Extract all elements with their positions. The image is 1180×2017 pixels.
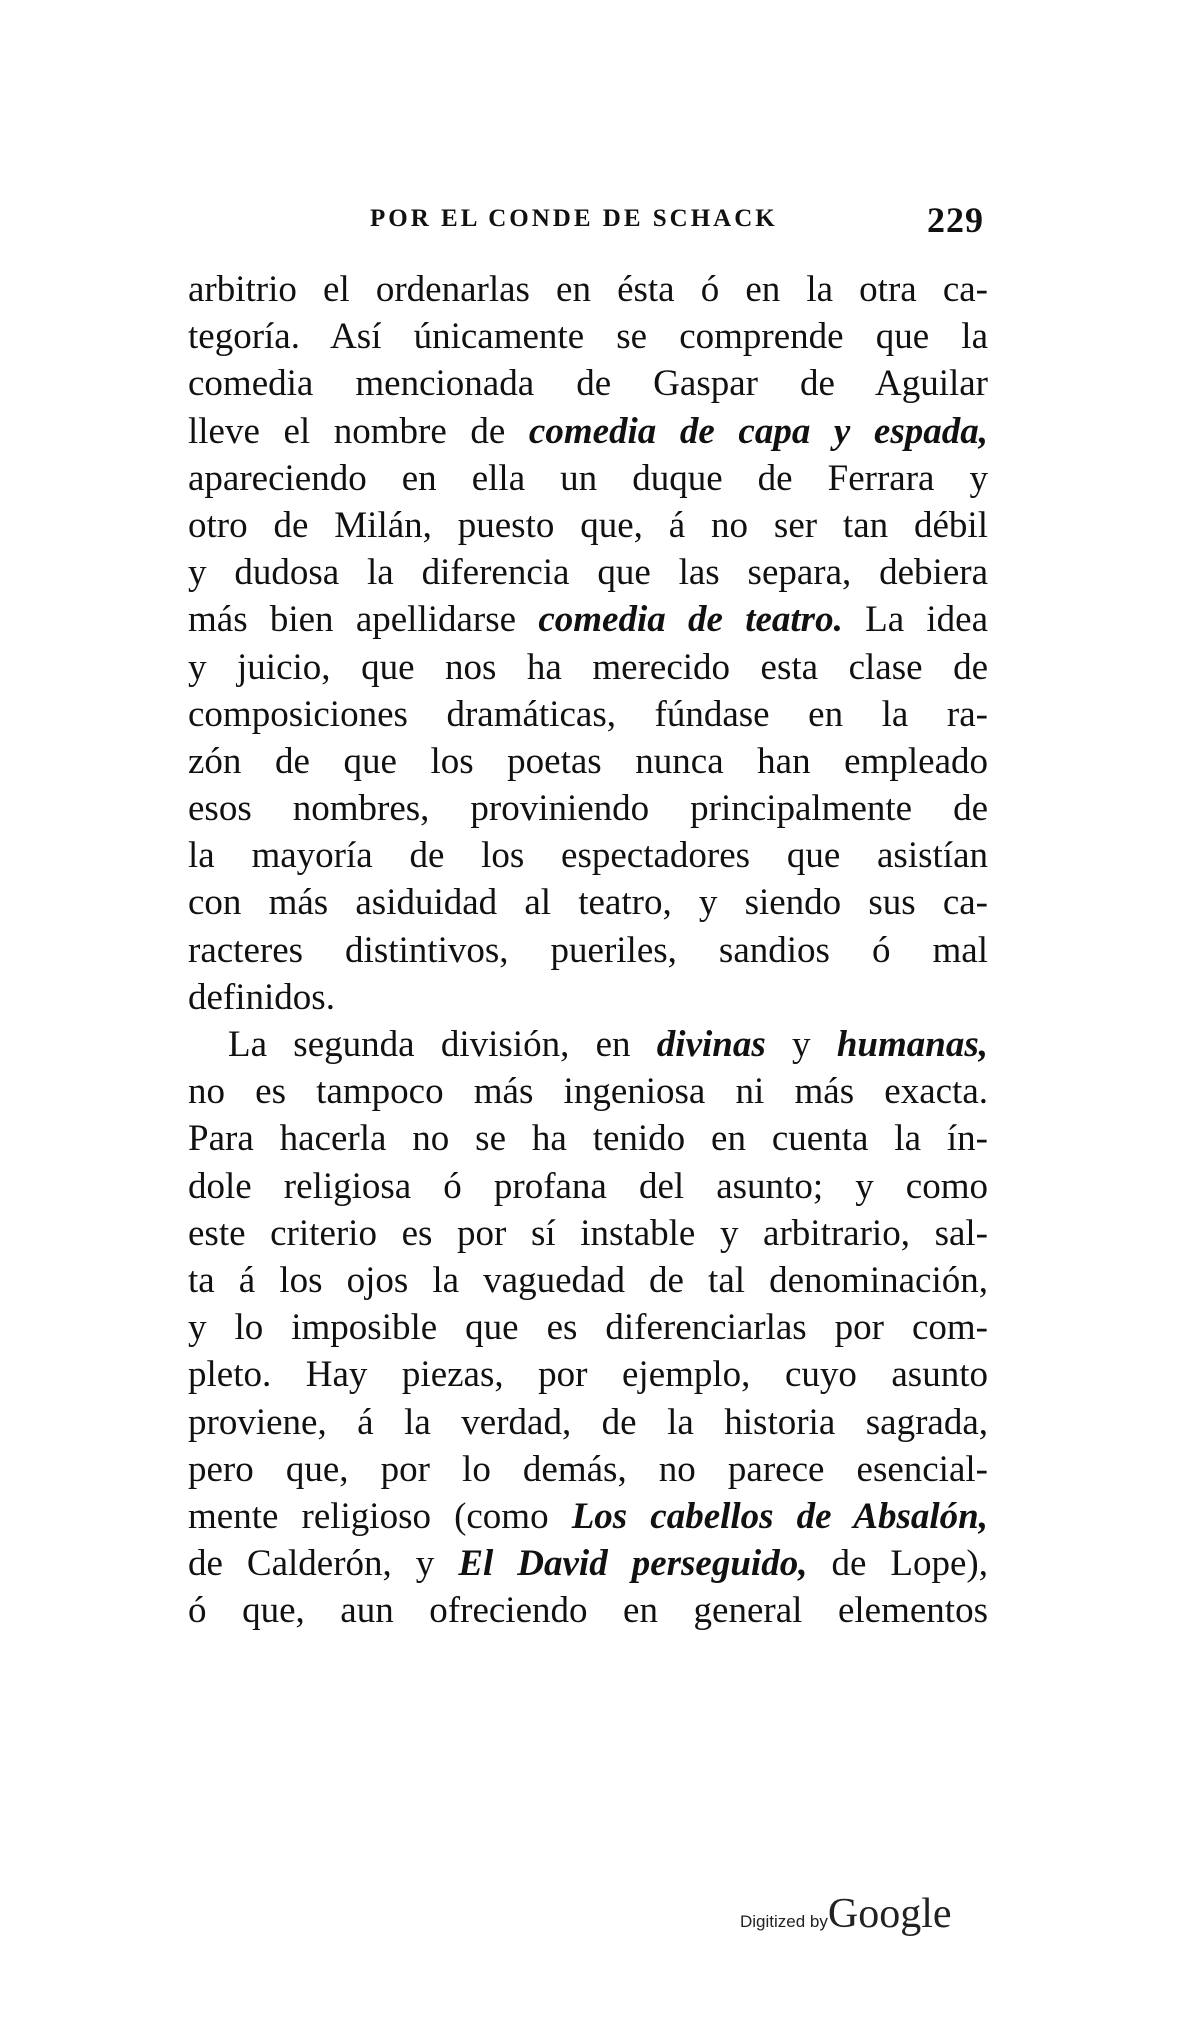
text-segment: lleve el nombre de bbox=[188, 410, 529, 452]
text-segment: este criterio es por sí instable y arbitrario, sal- bbox=[188, 1212, 988, 1254]
text-segment: ó que, aun ofreciendo en general elementos bbox=[188, 1590, 988, 1632]
text-line bbox=[188, 502, 988, 549]
text-line bbox=[188, 691, 988, 738]
text-segment: pleto. Hay piezas, por ejemplo, cuyo asunto bbox=[188, 1354, 988, 1396]
running-title: POR EL CONDE DE SCHACK bbox=[370, 205, 778, 232]
text-line bbox=[188, 1540, 988, 1587]
text-line bbox=[188, 360, 988, 407]
italic-title-segment: comedia de teatro. bbox=[538, 599, 843, 641]
text-line bbox=[188, 549, 988, 596]
text-segment: y bbox=[765, 1024, 837, 1065]
text-segment: más bien apellidarse bbox=[188, 599, 539, 641]
text-line bbox=[188, 408, 988, 455]
text-segment: zón de que los poetas nunca han empleado bbox=[188, 740, 988, 782]
text-line bbox=[188, 1587, 988, 1634]
text-segment: y dudosa la diferencia que las separa, debiera bbox=[188, 552, 988, 594]
text-line bbox=[188, 266, 988, 313]
text-line bbox=[188, 455, 988, 502]
text-line bbox=[188, 1021, 988, 1068]
text-segment: pero que, por lo demás, no parece esencial- bbox=[188, 1448, 988, 1490]
text-line bbox=[188, 927, 988, 974]
text-line bbox=[188, 738, 988, 785]
text-line bbox=[188, 1446, 988, 1493]
italic-title-segment: comedia de capa y espada, bbox=[528, 410, 988, 452]
text-line bbox=[188, 832, 988, 879]
text-line bbox=[188, 1257, 988, 1304]
text-segment: proviene, á la verdad, de la historia sagrada, bbox=[188, 1401, 988, 1443]
text-line bbox=[188, 785, 988, 832]
italic-title-segment: Los cabellos de Absalón, bbox=[571, 1495, 988, 1537]
page-number: 229 bbox=[927, 200, 984, 240]
text-segment: de Lope), bbox=[807, 1543, 988, 1585]
text-segment: con más asiduidad al teatro, y siendo sus ca- bbox=[188, 882, 988, 924]
text-line bbox=[188, 1304, 988, 1351]
text-line bbox=[188, 1115, 988, 1162]
google-logo: Google bbox=[827, 1891, 952, 1937]
text-segment: composiciones dramáticas, fúndase en la ra- bbox=[188, 693, 988, 735]
text-segment: arbitrio el ordenarlas en ésta ó en la otra ca- bbox=[188, 269, 988, 310]
text-segment: de Calderón, y bbox=[188, 1543, 459, 1585]
italic-title-segment: El David perseguido, bbox=[458, 1543, 808, 1585]
text-line bbox=[188, 596, 988, 643]
text-line bbox=[188, 1163, 988, 1210]
text-segment: esos nombres, proviniendo principalmente de bbox=[188, 788, 988, 830]
text-segment: definidos. bbox=[188, 976, 335, 1018]
text-segment: apareciendo en ella un duque de Ferrara y bbox=[188, 457, 988, 499]
text-segment: la mayoría de los espectadores que asistían bbox=[188, 835, 988, 877]
text-line bbox=[188, 313, 988, 360]
text-segment: La idea bbox=[842, 599, 988, 641]
running-head bbox=[188, 200, 988, 245]
text-segment: comedia mencionada de Gaspar de Aguilar bbox=[188, 363, 988, 405]
text-segment: Para hacerla no se ha tenido en cuenta la ín- bbox=[188, 1118, 988, 1160]
text-line bbox=[188, 879, 988, 926]
text-segment: y juicio, que nos ha merecido esta clase de bbox=[188, 646, 988, 688]
text-line bbox=[188, 1068, 988, 1115]
italic-title-segment: humanas, bbox=[836, 1024, 988, 1065]
italic-title-segment: divinas bbox=[656, 1024, 766, 1065]
text-line bbox=[188, 1493, 988, 1540]
text-segment: no es tampoco más ingeniosa ni más exacta. bbox=[188, 1071, 988, 1113]
digitized-by-google-watermark bbox=[740, 1890, 1000, 1950]
text-segment: tegoría. Así únicamente se comprende que la bbox=[188, 316, 988, 358]
digitized-label: Digitized by bbox=[740, 1912, 828, 1931]
text-line bbox=[188, 1351, 988, 1398]
text-line bbox=[188, 1399, 988, 1446]
text-segment: dole religiosa ó profana del asunto; y como bbox=[188, 1165, 988, 1207]
text-segment: La segunda división, en bbox=[228, 1024, 657, 1065]
text-segment: mente religioso (como bbox=[188, 1495, 572, 1537]
text-segment: y lo imposible que es diferenciarlas por com- bbox=[188, 1307, 988, 1349]
text-line bbox=[188, 974, 988, 1021]
text-segment: racteres distintivos, pueriles, sandios ó mal bbox=[188, 929, 988, 971]
text-segment: otro de Milán, puesto que, á no ser tan débil bbox=[188, 504, 988, 546]
body-text bbox=[188, 266, 988, 1634]
text-segment: ta á los ojos la vaguedad de tal denominación, bbox=[188, 1259, 988, 1301]
text-line bbox=[188, 644, 988, 691]
text-line bbox=[188, 1210, 988, 1257]
